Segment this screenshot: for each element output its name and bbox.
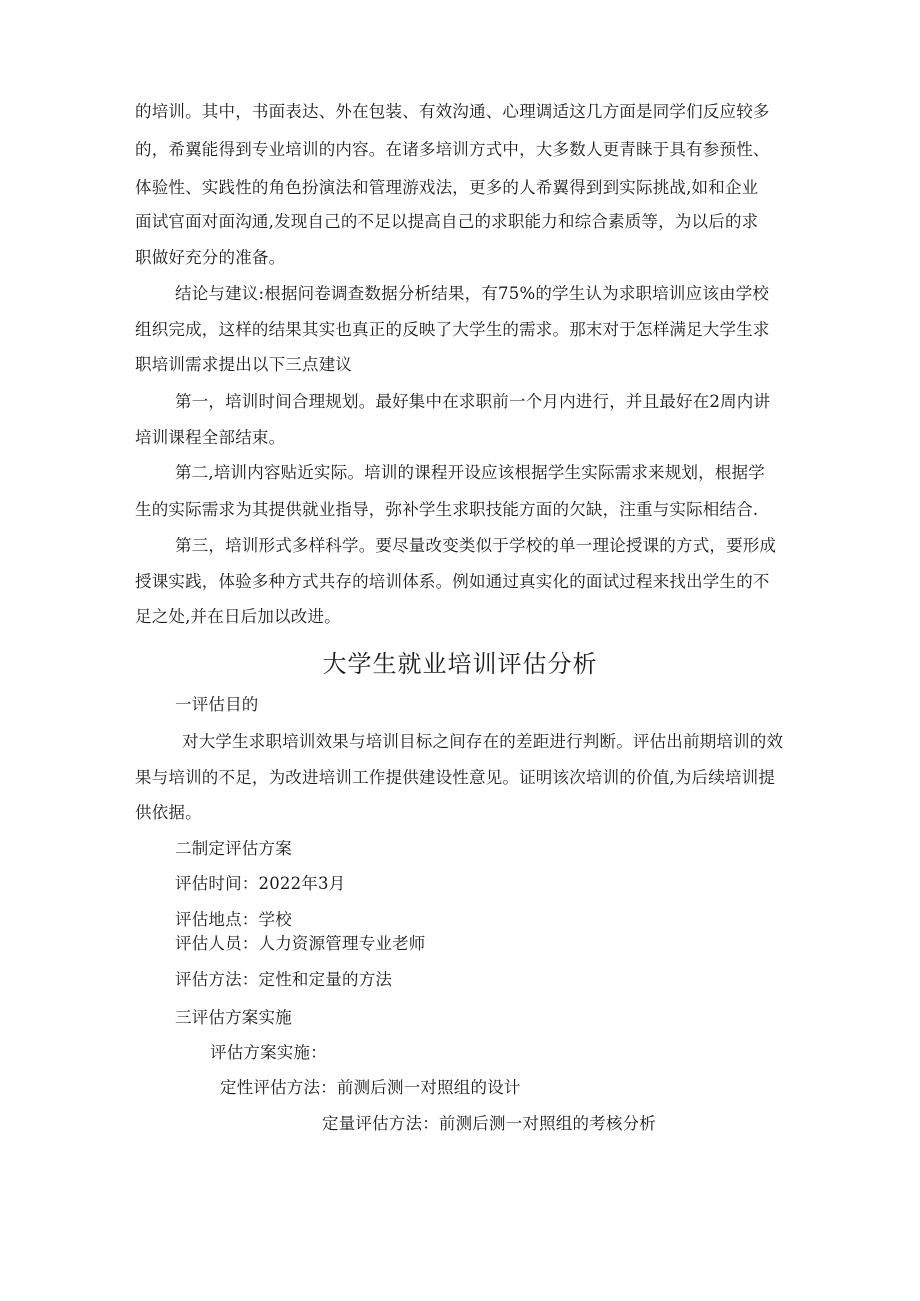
evaluation-staff: 评估人员：人力资源管理专业老师 bbox=[175, 934, 426, 953]
intro-line-1: 的培训。其中，书面表达、外在包装、有效沟通、心理调适这几方面是同学们反应较多 bbox=[135, 102, 770, 121]
purpose-line-3: 供依据。 bbox=[135, 803, 202, 822]
heading-plan-implementation: 三评估方案实施 bbox=[175, 1008, 292, 1027]
evaluation-place: 评估地点：学校 bbox=[175, 910, 292, 929]
intro-line-3: 体验性、实践性的角色扮演法和管理游戏法，更多的人希翼得到到实际挑战,如和企业 bbox=[135, 178, 759, 197]
point-one-line-1: 第一，培训时间合理规划。最好集中在求职前一个月内进行，并且最好在2周内讲 bbox=[175, 392, 771, 411]
purpose-line-1: 对大学生求职培训效果与培训目标之间存在的差距进行判断。评估出前期培训的效 bbox=[182, 732, 784, 751]
point-two-line-2: 生的实际需求为其提供就业指导，弥补学生求职技能方面的欠缺，注重与实际相结合. bbox=[135, 500, 759, 519]
intro-line-2: 的，希翼能得到专业培训的内容。在诸多培训方式中，大多数人更青睐于具有参预性、 bbox=[135, 140, 770, 159]
heading-evaluation-plan: 二制定评估方案 bbox=[175, 839, 292, 858]
point-three-line-2: 授课实践，体验多种方式共存的培训体系。例如通过真实化的面试过程来找出学生的不 bbox=[135, 572, 770, 591]
qualitative-method: 定性评估方法：前测后测一对照组的设计 bbox=[220, 1078, 521, 1097]
point-two-line-1: 第二,培训内容贴近实际。培训的课程开设应该根据学生实际需求来规划，根据学 bbox=[175, 463, 765, 482]
point-one-line-2: 培训课程全部结束。 bbox=[135, 428, 286, 447]
intro-line-5: 职做好充分的准备。 bbox=[135, 248, 286, 267]
conclusion-line-3: 职培训需求提出以下三点建议 bbox=[135, 355, 353, 374]
conclusion-line-1: 结论与建议:根据问卷调查数据分析结果，有75%的学生认为求职培训应该由学校 bbox=[175, 284, 770, 303]
evaluation-method: 评估方法：定性和定量的方法 bbox=[175, 970, 393, 989]
heading-evaluation-purpose: 一评估目的 bbox=[175, 695, 259, 714]
implementation-label: 评估方案实施： bbox=[210, 1043, 327, 1062]
conclusion-line-2: 组织完成，这样的结果其实也真正的反映了大学生的需求。那末对于怎样满足大学生求 bbox=[135, 320, 770, 339]
section-title: 大学生就业培训评估分析 bbox=[322, 650, 598, 678]
intro-line-4: 面试官面对面沟通,发现自己的不足以提高自己的求职能力和综合素质等，为以后的求 bbox=[135, 212, 759, 231]
purpose-line-2: 果与培训的不足，为改进培训工作提供建设性意见。证明该次培训的价值,为后续培训提 bbox=[135, 768, 776, 787]
point-three-line-3: 足之处,并在日后加以改进。 bbox=[135, 607, 341, 626]
point-three-line-1: 第三，培训形式多样科学。要尽量改变类似于学校的单一理论授课的方式，要形成 bbox=[175, 536, 777, 555]
evaluation-time: 评估时间：2022年3月 bbox=[175, 874, 346, 893]
quantitative-method: 定量评估方法：前测后测一对照组的考核分析 bbox=[322, 1114, 656, 1133]
